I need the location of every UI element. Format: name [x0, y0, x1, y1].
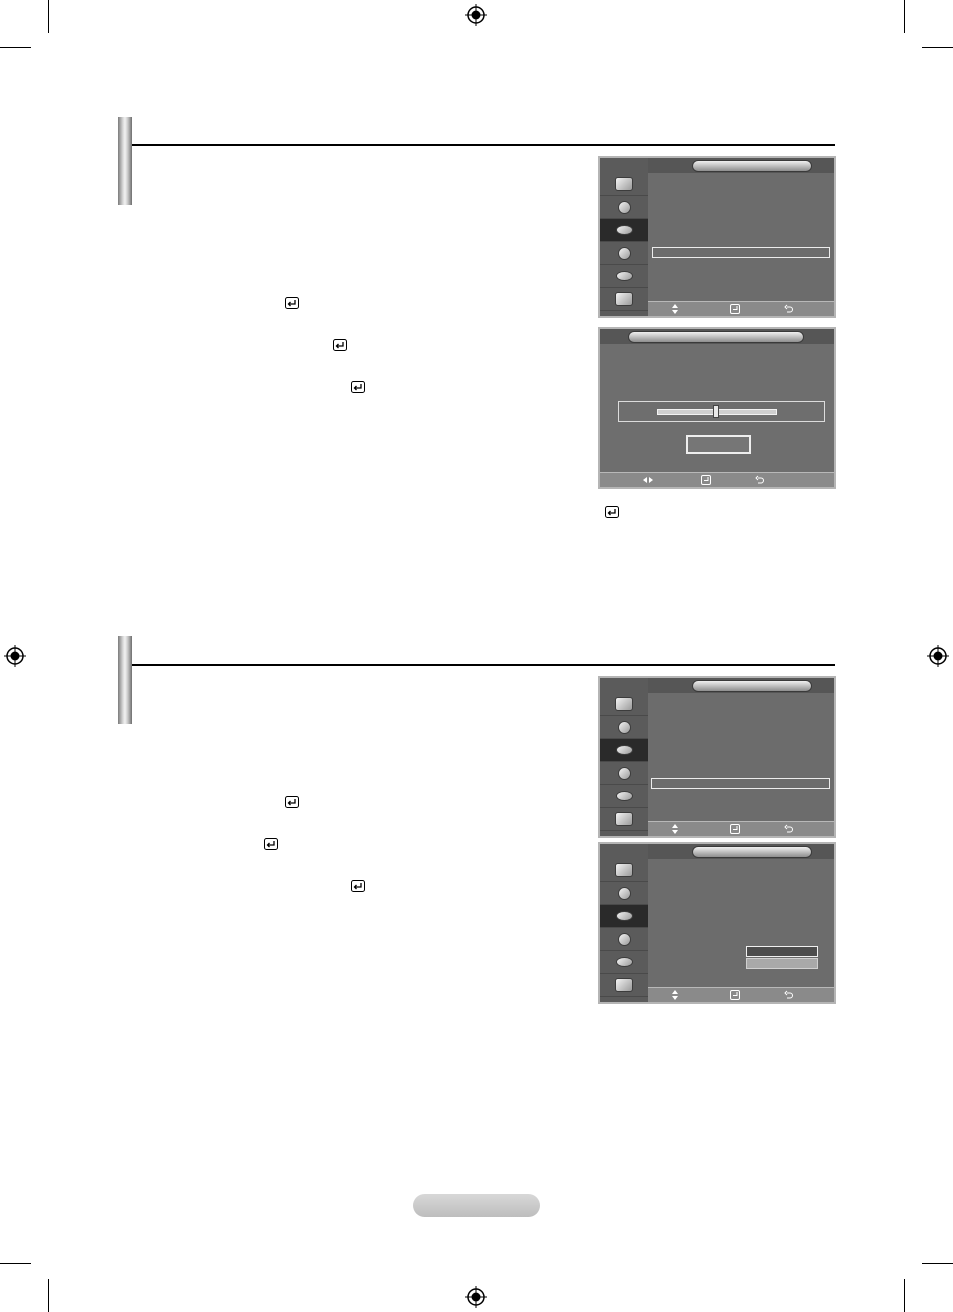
up-down-arrows-icon	[670, 824, 680, 834]
crop-mark-bottom-right-h	[922, 1263, 953, 1264]
tv-menu-channel-3	[598, 842, 836, 1004]
sidebar-item-picture[interactable]	[600, 693, 648, 716]
sidebar-item-input[interactable]	[600, 265, 648, 288]
crop-mark-top-left	[48, 0, 49, 33]
sidebar-item-channel[interactable]	[600, 905, 648, 928]
enter-return-icon	[701, 475, 711, 485]
sidebar-item-sound[interactable]	[600, 882, 648, 905]
setup-gear-icon	[618, 247, 631, 260]
sidebar-item-digital[interactable]	[600, 974, 648, 997]
registration-mark-icon	[465, 4, 487, 26]
menu-title-bar	[648, 158, 834, 173]
digital-menu-icon	[615, 292, 633, 306]
menu-sidebar	[600, 158, 648, 316]
enter-return-icon	[730, 824, 740, 834]
menu-sidebar	[600, 678, 648, 836]
ok-button[interactable]	[686, 435, 751, 454]
menu-footer	[648, 821, 834, 836]
crop-mark-bottom-right	[904, 1279, 905, 1312]
registration-mark-icon	[4, 645, 26, 667]
setup-gear-icon	[618, 933, 631, 946]
menu-footer	[648, 987, 834, 1002]
menu-title-pill	[692, 846, 812, 858]
return-arrow-icon	[784, 824, 794, 834]
picture-icon	[615, 863, 633, 877]
enter-return-icon	[351, 381, 365, 393]
sidebar-item-picture[interactable]	[600, 859, 648, 882]
input-plug-icon	[616, 791, 633, 801]
sidebar-item-channel[interactable]	[600, 739, 648, 762]
tv-menu-channel-2	[598, 676, 836, 838]
crop-mark-top-right-h	[922, 47, 953, 48]
dialog-footer	[600, 472, 834, 487]
sidebar-item-digital[interactable]	[600, 288, 648, 311]
menu-footer	[648, 301, 834, 316]
sidebar-item-setup[interactable]	[600, 242, 648, 265]
picture-icon	[615, 177, 633, 191]
channel-dish-icon	[616, 745, 633, 755]
crop-mark-top-right	[904, 0, 905, 33]
section-1-bar	[118, 117, 132, 205]
tv-dialog-slider	[598, 327, 836, 489]
enter-return-icon	[730, 304, 740, 314]
menu-title-pill	[692, 680, 812, 692]
sound-icon	[618, 721, 631, 734]
sidebar-item-channel[interactable]	[600, 219, 648, 242]
return-arrow-icon	[784, 990, 794, 1000]
enter-return-icon	[605, 506, 619, 518]
picture-icon	[615, 697, 633, 711]
submenu-option-selected[interactable]	[746, 946, 818, 957]
registration-mark-icon	[465, 1286, 487, 1308]
enter-return-icon	[285, 297, 299, 309]
crop-mark-bottom-left	[48, 1279, 49, 1312]
return-arrow-icon	[784, 304, 794, 314]
return-arrow-icon	[755, 475, 765, 485]
menu-title-bar	[648, 678, 834, 693]
enter-return-icon	[285, 796, 299, 808]
crop-mark-bottom-left-h	[0, 1263, 31, 1264]
sidebar-item-sound[interactable]	[600, 716, 648, 739]
input-plug-icon	[616, 957, 633, 967]
dialog-title-bar	[600, 329, 834, 344]
setup-gear-icon	[618, 767, 631, 780]
channel-dish-icon	[616, 911, 633, 921]
submenu-option[interactable]	[746, 958, 818, 969]
dialog-title-pill	[628, 331, 804, 343]
slider-handle[interactable]	[713, 405, 719, 418]
sidebar-item-picture[interactable]	[600, 173, 648, 196]
sound-icon	[618, 887, 631, 900]
enter-return-icon	[351, 880, 365, 892]
channel-dish-icon	[616, 225, 633, 235]
page-number-pill	[413, 1194, 540, 1217]
sidebar-item-input[interactable]	[600, 951, 648, 974]
crop-mark-top-left-h	[0, 47, 31, 48]
enter-return-icon	[264, 838, 278, 850]
sidebar-item-setup[interactable]	[600, 762, 648, 785]
enter-return-icon	[730, 990, 740, 1000]
sidebar-item-sound[interactable]	[600, 196, 648, 219]
left-right-arrows-icon	[643, 475, 653, 485]
up-down-arrows-icon	[670, 990, 680, 1000]
sidebar-item-digital[interactable]	[600, 808, 648, 831]
menu-sidebar	[600, 844, 648, 1002]
section-1-rule	[132, 144, 835, 146]
menu-title-bar	[648, 844, 834, 859]
sidebar-item-input[interactable]	[600, 785, 648, 808]
section-2-rule	[132, 664, 835, 666]
digital-menu-icon	[615, 812, 633, 826]
registration-mark-icon	[927, 645, 949, 667]
up-down-arrows-icon	[670, 304, 680, 314]
menu-title-pill	[692, 160, 812, 172]
menu-selected-row[interactable]	[651, 778, 830, 789]
digital-menu-icon	[615, 978, 633, 992]
menu-selected-row[interactable]	[652, 247, 830, 258]
section-2-bar	[118, 636, 132, 724]
enter-return-icon	[333, 339, 347, 351]
input-plug-icon	[616, 271, 633, 281]
sound-icon	[618, 201, 631, 214]
tv-menu-channel-1	[598, 156, 836, 318]
sidebar-item-setup[interactable]	[600, 928, 648, 951]
